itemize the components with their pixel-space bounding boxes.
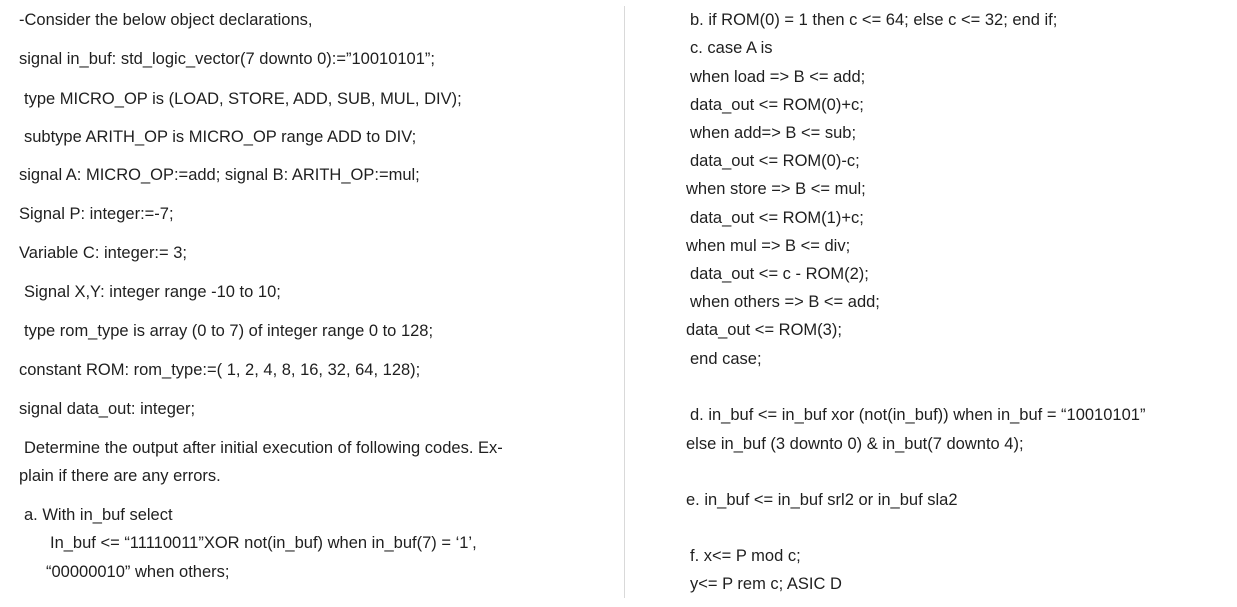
decl-rom-const: constant ROM: rom_type:=( 1, 2, 4, 8, 16, 32, 64, 128);: [19, 361, 421, 379]
column-divider: [624, 6, 625, 598]
decl-micro-op: type MICRO_OP is (LOAD, STORE, ADD, SUB, MUL, DIV);: [24, 90, 462, 108]
part-a-line-2: In_buf <= “11110011”XOR not(in_buf) when in_buf(7) = ‘1’,: [50, 534, 477, 552]
question-line-2: plain if there are any errors.: [19, 467, 221, 485]
part-f-line-1: f. x<= P mod c;: [690, 547, 801, 565]
part-d-line-1: d. in_buf <= in_buf xor (not(in_buf)) when in_buf = “10010101”: [690, 406, 1146, 424]
part-c-line-8: when mul => B <= div;: [686, 237, 851, 255]
decl-signal-xy: Signal X,Y: integer range -10 to 10;: [24, 283, 281, 301]
part-b: b. if ROM(0) = 1 then c <= 64; else c <= 32; end if;: [690, 11, 1058, 29]
decl-signal-p: Signal P: integer:=-7;: [19, 205, 174, 223]
decl-rom-type: type rom_type is array (0 to 7) of integer range 0 to 128;: [24, 322, 434, 340]
part-c-line-5: data_out <= ROM(0)-c;: [690, 152, 860, 170]
decl-signal-ab: signal A: MICRO_OP:=add; signal B: ARITH_OP:=mul;: [19, 166, 420, 184]
part-d-line-2: else in_buf (3 downto 0) & in_but(7 downto 4);: [686, 435, 1024, 453]
part-c-line-3: data_out <= ROM(0)+c;: [690, 96, 864, 114]
intro-text: -Consider the below object declarations,: [19, 11, 313, 29]
part-c-line-10: when others => B <= add;: [690, 293, 880, 311]
part-a-line-1: a. With in_buf select: [24, 506, 173, 524]
part-c-line-6: when store => B <= mul;: [686, 180, 866, 198]
part-c-line-12: end case;: [690, 350, 762, 368]
question-line-1: Determine the output after initial execution of following codes. Ex-: [24, 439, 503, 457]
decl-data-out: signal data_out: integer;: [19, 400, 196, 418]
part-f-line-2: y<= P rem c; ASIC D: [690, 575, 842, 593]
part-e: e. in_buf <= in_buf srl2 or in_buf sla2: [686, 491, 958, 509]
part-c-line-7: data_out <= ROM(1)+c;: [690, 209, 864, 227]
decl-arith-op: subtype ARITH_OP is MICRO_OP range ADD to DIV;: [24, 128, 417, 146]
part-c-line-1: c. case A is: [690, 39, 773, 57]
part-c-line-11: data_out <= ROM(3);: [686, 321, 842, 339]
decl-in-buf: signal in_buf: std_logic_vector(7 downto 0):=”10010101”;: [19, 50, 435, 68]
part-c-line-2: when load => B <= add;: [690, 68, 866, 86]
part-a-line-3: “00000010” when others;: [46, 563, 230, 581]
decl-variable-c: Variable C: integer:= 3;: [19, 244, 187, 262]
part-c-line-4: when add=> B <= sub;: [690, 124, 857, 142]
part-c-line-9: data_out <= c - ROM(2);: [690, 265, 869, 283]
